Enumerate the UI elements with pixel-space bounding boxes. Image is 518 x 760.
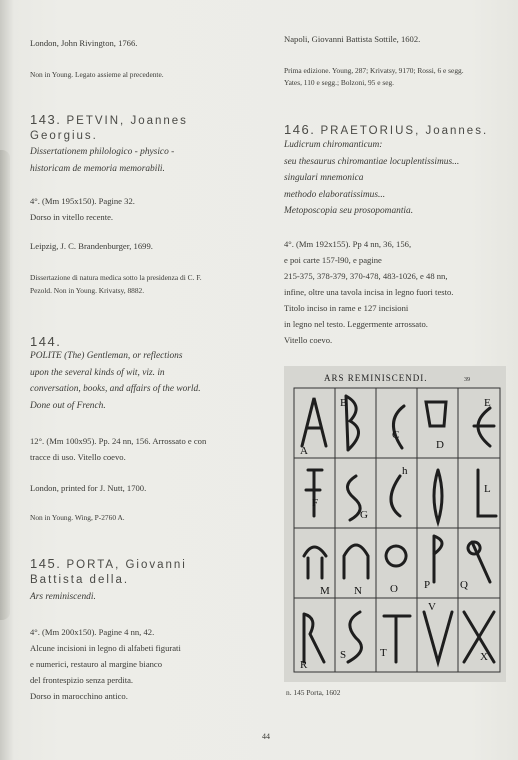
title-line: seu thesaurus chiromantiae locuplentissimus... — [284, 156, 460, 167]
entry-number: 146. — [284, 122, 316, 137]
physical-line: e numerici, restauro al margine bianco — [30, 659, 163, 669]
physical-line: Vitello coevo. — [284, 335, 333, 345]
entry-author: PORTA, Giovanni — [66, 559, 187, 571]
entry-title — [30, 144, 174, 177]
book-binding-shadow — [0, 150, 10, 620]
entry-title — [284, 137, 459, 220]
entry-imprint: London, printed for J. Nutt, 1700. — [30, 483, 147, 493]
letter-m: M — [320, 585, 330, 597]
letter-v: V — [428, 601, 436, 613]
letter-d: D — [436, 439, 444, 451]
bibliographic-notes — [284, 65, 464, 89]
letter-x: X — [480, 651, 488, 663]
entry-number: 144. — [30, 334, 62, 349]
woodcut-illustration — [284, 366, 506, 682]
letter-e: E — [484, 397, 491, 409]
letter-f: F — [312, 497, 319, 509]
title-line: Done out of French. — [30, 400, 106, 411]
title-line: Metoposcopia seu prosopomantia. — [284, 206, 414, 216]
physical-line: del frontespizio senza perdita. — [30, 675, 134, 685]
physical-line: Alcune incisioni in legno di alfabeti figurati — [30, 643, 181, 653]
title-line: historicam de memoria memorabili. — [30, 163, 165, 174]
physical-line: Dorso in vitello recente. — [30, 212, 114, 222]
physical-line: 215-375, 378-379, 370-478, 483-1026, e 48 nn, — [284, 271, 448, 281]
bibliographic-note: Non in Young. Legato assieme al precedente. — [30, 70, 164, 79]
imprint-line: Napoli, Giovanni Battista Sottile, 1602. — [284, 34, 421, 44]
plate-page-number: 39 — [464, 377, 470, 383]
physical-line: 4°. (Mm 200x150). Pagine 4 nn, 42. — [30, 627, 155, 637]
letter-h: h — [402, 465, 408, 477]
title-line: methodo elaboratissimus... — [284, 189, 386, 200]
physical-line: Dorso in marocchino antico. — [30, 691, 128, 701]
plate-title: ARS REMINISCENDI. — [324, 373, 428, 383]
note-line: Pezold. Non in Young. Krivatsy, 8882. — [30, 286, 145, 295]
page-number: 44 — [262, 732, 270, 741]
entry-physical — [30, 433, 206, 465]
entry-author: PRAETORIUS, Joannes. — [320, 125, 489, 137]
entry-author-cont: Georgius. — [30, 130, 98, 142]
letter-o: O — [390, 583, 398, 595]
figure-caption: n. 145 Porta, 1602 — [286, 688, 341, 697]
entry-imprint: Leipzig, J. C. Brandenburger, 1699. — [30, 241, 153, 251]
title-line: conversation, books, and affairs of the world. — [30, 384, 201, 394]
physical-line: in legno nel testo. Leggermente arrossato. — [284, 319, 428, 329]
letter-c: C — [392, 429, 400, 441]
title-line: upon the several kinds of wit, viz. in — [30, 367, 165, 378]
physical-line: 4°. (Mm 192x155). Pp 4 nn, 36, 156, — [284, 239, 412, 249]
entry-title — [30, 348, 201, 414]
title-line: singulari mnemonica — [284, 173, 364, 183]
physical-line: Titolo inciso in rame e 127 incisioni — [284, 303, 409, 313]
title-line: POLITE (The) Gentleman, or reflections — [30, 351, 183, 361]
entry-author-cont: Battista della. — [30, 574, 130, 586]
letter-a: A — [300, 445, 308, 457]
entry-physical — [284, 236, 453, 348]
letter-q: Q — [460, 579, 468, 591]
entry-notes — [30, 271, 202, 297]
letter-b: B — [340, 397, 348, 409]
note-line: Dissertazione di natura medica sotto la presidenza di C. F. — [30, 273, 202, 282]
physical-line: tracce di uso. Vitello coevo. — [30, 452, 126, 462]
entry-physical — [30, 193, 135, 225]
letter-s: S — [340, 649, 347, 661]
entry-number: 145. — [30, 556, 62, 571]
letter-p: P — [424, 579, 431, 591]
physical-line: e poi carte 157-l90, e pagine — [284, 255, 382, 265]
entry-146-heading — [284, 122, 488, 137]
note-line: Prima edizione. Young, 287; Krivatsy, 9170; Rossi, 6 e segg. — [284, 66, 464, 75]
letter-n: N — [354, 585, 362, 597]
figurative-alphabet-plate — [284, 366, 506, 682]
entry-143-heading — [30, 112, 188, 127]
letter-r: R — [300, 659, 308, 671]
letter-t: T — [380, 647, 387, 659]
physical-line: 4°. (Mm 195x150). Pagine 32. — [30, 196, 135, 206]
entry-note: Non in Young. Wing, P-2760 A. — [30, 513, 125, 522]
letter-g: G — [360, 509, 368, 521]
title-line: Dissertationem philologico - physico - — [30, 147, 175, 157]
title-line: Ludicrum chiromanticum: — [284, 140, 383, 150]
letter-l: L — [484, 483, 491, 495]
entry-author: PETVIN, Joannes — [66, 115, 188, 127]
note-line: Yates, 110 e segg.; Bolzoni, 95 e seg. — [284, 78, 395, 87]
imprint-line: London, John Rivington, 1766. — [30, 38, 138, 48]
entry-physical — [30, 624, 181, 704]
physical-line: infine, oltre una tavola incisa in legno fuori testo. — [284, 287, 454, 297]
entry-145-heading — [30, 556, 187, 571]
entry-title: Ars reminiscendi. — [30, 592, 96, 602]
entry-144-heading — [30, 334, 61, 349]
physical-line: 12°. (Mm 100x95). Pp. 24 nn, 156. Arrossato e con — [30, 436, 207, 446]
entry-number: 143. — [30, 112, 62, 127]
